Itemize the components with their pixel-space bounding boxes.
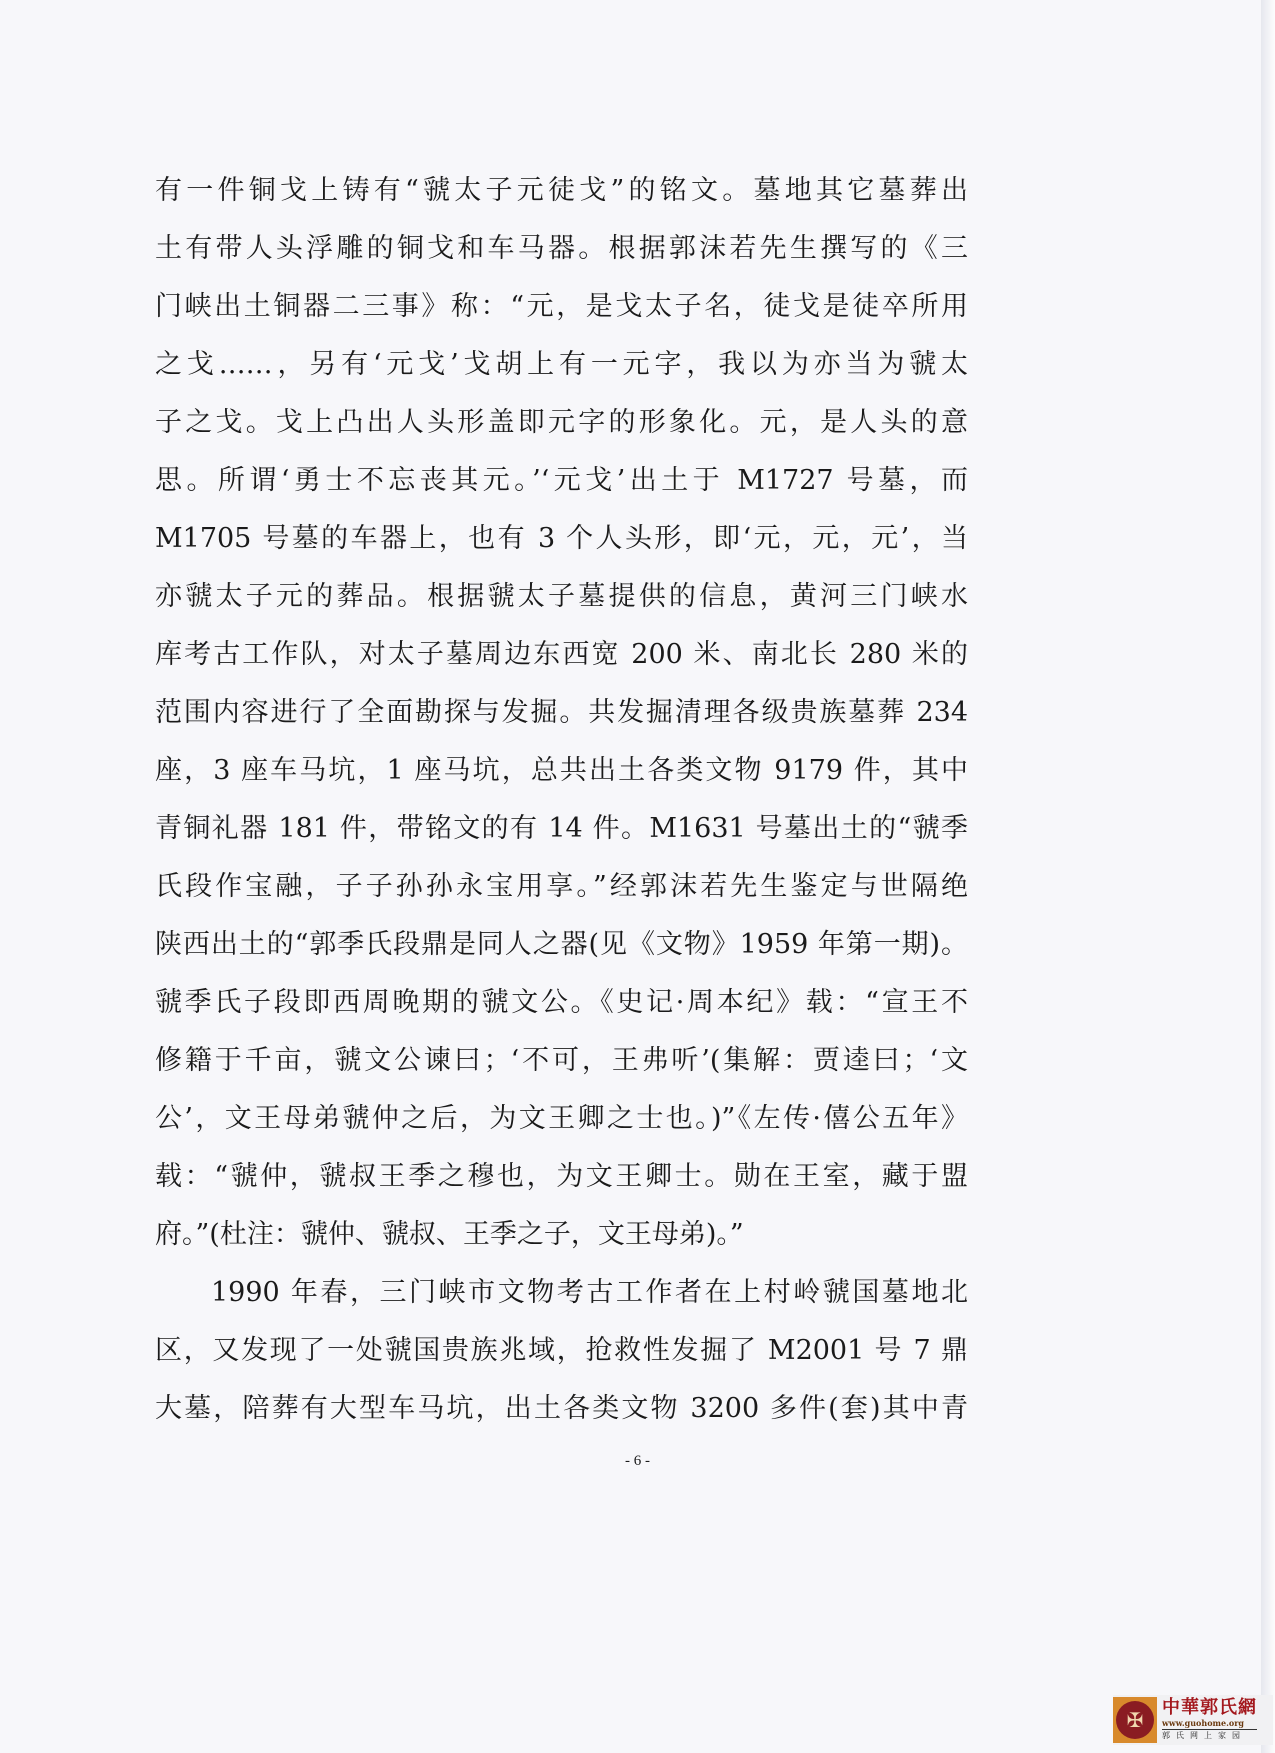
text-line: 有一件铜戈上铸有“虢太子元徒戈”的铭文。墓地其它墓葬出: [155, 175, 968, 206]
text-line: M1705 号墓的车器上，也有 3 个人头形，即‘元，元，元’，当: [155, 523, 968, 554]
text-line: 陕西出土的“郭季氏段鼎是同人之器(见《文物》1959 年第一期)。: [155, 929, 968, 960]
watermark-logo: [1113, 1695, 1273, 1745]
text-line: 亦虢太子元的葬品。根据虢太子墓提供的信息，黄河三门峡水: [155, 581, 968, 612]
logo-subtitle: 郭氏网上家园: [1162, 1731, 1246, 1740]
seal-icon: ✠: [1113, 1697, 1157, 1743]
text-line: 修籍于千亩，虢文公谏曰；‘不可，王弗听’(集解：贾逵曰；‘文: [155, 1045, 968, 1076]
text-line: 之戈……，另有‘元戈’戈胡上有一元字，我以为亦当为虢太: [155, 349, 968, 380]
text-line: 思。所谓‘勇士不忘丧其元。’‘元戈’出土于 M1727 号墓，而: [155, 465, 968, 496]
text-line: 座，3 座车马坑，1 座马坑，总共出土各类文物 9179 件，其中: [155, 755, 968, 786]
scan-edge: [1261, 0, 1275, 1753]
text-line: 子之戈。戈上凸出人头形盖即元字的形象化。元，是人头的意: [155, 407, 968, 438]
body-text: [155, 168, 968, 1444]
text-line: 府。”(杜注：虢仲、虢叔、王季之子，文王母弟)。”: [155, 1219, 744, 1250]
paragraph-start-line: 1990 年春，三门峡市文物考古工作者在上村岭虢国墓地北: [211, 1277, 968, 1308]
text-line: 门峡出土铜器二三事》称：“元，是戈太子名，徒戈是徒卒所用: [155, 291, 968, 322]
text-line: 范围内容进行了全面勘探与发掘。共发掘清理各级贵族墓葬 234: [155, 697, 968, 728]
text-line: 库考古工作队，对太子墓周边东西宽 200 米、南北长 280 米的: [155, 639, 968, 670]
text-line: 载：“虢仲，虢叔王季之穆也，为文王卿士。勋在王室，藏于盟: [155, 1161, 968, 1192]
page-number: - 6 -: [625, 1453, 650, 1469]
text-line: 氏段作宝融，子子孙孙永宝用享。”经郭沫若先生鉴定与世隔绝: [155, 871, 968, 902]
text-line: 区，又发现了一处虢国贵族兆域，抢救性发掘了 M2001 号 7 鼎: [155, 1335, 968, 1366]
text-line: 青铜礼器 181 件，带铭文的有 14 件。M1631 号墓出土的“虢季: [155, 813, 968, 844]
text-line: 土有带人头浮雕的铜戈和车马器。根据郭沫若先生撰写的《三: [155, 233, 968, 264]
logo-url: www.guohome.org: [1162, 1718, 1257, 1730]
text-line: 公’，文王母弟虢仲之后，为文王卿之士也。)”《左传·僖公五年》: [155, 1103, 968, 1134]
text-line: 大墓，陪葬有大型车马坑，出土各类文物 3200 多件(套)其中青: [155, 1393, 968, 1424]
logo-title: 中華郭氏網: [1162, 1697, 1257, 1718]
text-line: 虢季氏子段即西周晚期的虢文公。《史记·周本纪》载：“宣王不: [155, 987, 968, 1018]
